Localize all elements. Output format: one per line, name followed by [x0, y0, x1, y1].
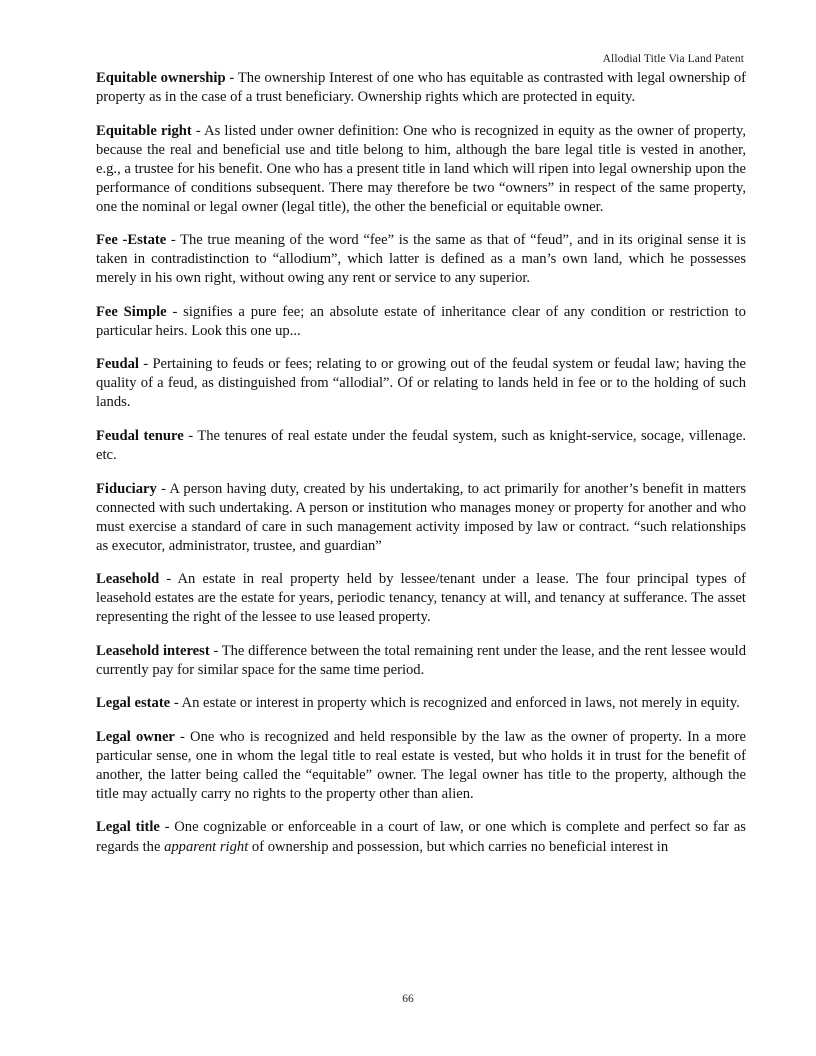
term-separator: -	[159, 819, 175, 836]
term-separator: -	[191, 122, 205, 139]
glossary-entry	[96, 818, 746, 856]
term-separator: -	[170, 695, 182, 712]
glossary-term: Fee Simple	[96, 303, 167, 320]
term-separator: -	[159, 571, 178, 588]
glossary-definition: signifies a pure fee; an absolute estate of inheritance clear of any condition or restriction to particular heirs. Look this one up...	[96, 303, 746, 339]
glossary-definition-part2: of ownership and possession, but which carries no beneficial interest in	[248, 838, 669, 855]
running-head: Allodial Title Via Land Patent	[602, 53, 744, 65]
glossary-definition: An estate or interest in property which is recognized and enforced in laws, not merely in equity.	[181, 695, 740, 712]
document-body	[96, 69, 746, 857]
term-separator: -	[166, 303, 184, 320]
glossary-definition: One who is recognized and held responsible by the law as the owner of property. In a more particular sense, one in whom the legal title to real estate is vested, but who holds it in trust for the benefit of another, the latter being called the “equitable” owner. The legal owner has title to the property, although the title may actually carry no rights to the property other than alien.	[96, 728, 746, 802]
glossary-term: Fee -Estate	[96, 232, 167, 249]
glossary-entry	[96, 642, 746, 680]
glossary-term: Legal estate	[96, 695, 171, 712]
glossary-term: Feudal	[96, 356, 139, 373]
glossary-term: Equitable ownership	[96, 70, 226, 86]
glossary-definition: An estate in real property held by lessee/tenant under a lease. The four principal types of leasehold estates are the estate for years, periodic tenancy, tenancy at will, and tenancy at sufferance. The asset representing the right of the lessee to use leased property.	[96, 571, 746, 626]
term-separator: -	[138, 356, 153, 373]
glossary-entry	[96, 728, 746, 804]
term-separator: -	[225, 70, 238, 86]
glossary-term: Leasehold interest	[96, 642, 210, 659]
glossary-entry	[96, 694, 746, 713]
term-separator: -	[183, 427, 198, 444]
glossary-term: Leasehold	[96, 571, 160, 588]
term-separator: -	[166, 232, 181, 249]
glossary-term: Legal owner	[96, 728, 175, 745]
glossary-definition: Pertaining to feuds or fees; relating to or growing out of the feudal system or feudal law; having the quality of a feud, as distinguished from “allodial”. Of or relating to lands held in fee or to the holding of such lands.	[96, 356, 746, 411]
glossary-definition: The difference between the total remaining rent under the lease, and the rent lessee would currently pay for similar space for the same time period.	[96, 642, 747, 678]
term-separator: -	[209, 642, 222, 659]
glossary-term: Fiduciary	[96, 480, 157, 497]
page-number: 66	[402, 993, 414, 1005]
glossary-term: Feudal tenure	[96, 427, 184, 444]
glossary-definition-part1: One cognizable or enforceable in a court of law, or one which is complete and perfect so far as regards the	[96, 819, 746, 855]
glossary-definition: The ownership Interest of one who has equitable as contrasted with legal ownership of property as in the case of a trust beneficiary. Ownership rights which are protected in equity.	[96, 70, 746, 106]
term-separator: -	[174, 728, 191, 745]
glossary-entry	[96, 69, 746, 107]
glossary-entry	[96, 480, 746, 556]
glossary-term: Legal title	[96, 819, 160, 836]
glossary-entry	[96, 231, 746, 288]
glossary-definition: The true meaning of the word “fee” is the same as that of “feud”, and in its original sense it is taken in contradistinction to “allodium”, which latter is defined as a man’s own land, which he possesses merely in his own right, without owing any rent or service to any superior.	[96, 232, 746, 287]
glossary-definition: As listed under owner definition: One who is recognized in equity as the owner of property, because the real and beneficial use and title belong to him, although the bare legal title is vested in another, e.g., a trustee for his benefit. One who has a present title in land which will ripen into legal ownership upon the performance of conditions subsequent. There may therefore be two “owners” in respect of the same property, one the nominal or legal owner (legal title), the other the beneficial or equitable owner.	[96, 122, 747, 215]
term-separator: -	[156, 480, 170, 497]
glossary-definition: The tenures of real estate under the feudal system, such as knight-service, socage, villenage. etc.	[96, 427, 746, 463]
glossary-entry	[96, 303, 746, 341]
glossary-definition: A person having duty, created by his undertaking, to act primarily for another’s benefit in matters connected with such undertaking. A person or institution who manages money or property for another and who must exercise a standard of care in such management activity imposed by law or contract. “such relationships as executor, administrator, trustee, and guardian”	[96, 480, 747, 554]
glossary-term: Equitable right	[96, 122, 192, 139]
glossary-definition-italic: apparent right	[164, 838, 249, 855]
glossary-entry	[96, 355, 746, 412]
glossary-entry	[96, 122, 746, 217]
glossary-entry	[96, 570, 746, 627]
glossary-entry	[96, 427, 746, 465]
